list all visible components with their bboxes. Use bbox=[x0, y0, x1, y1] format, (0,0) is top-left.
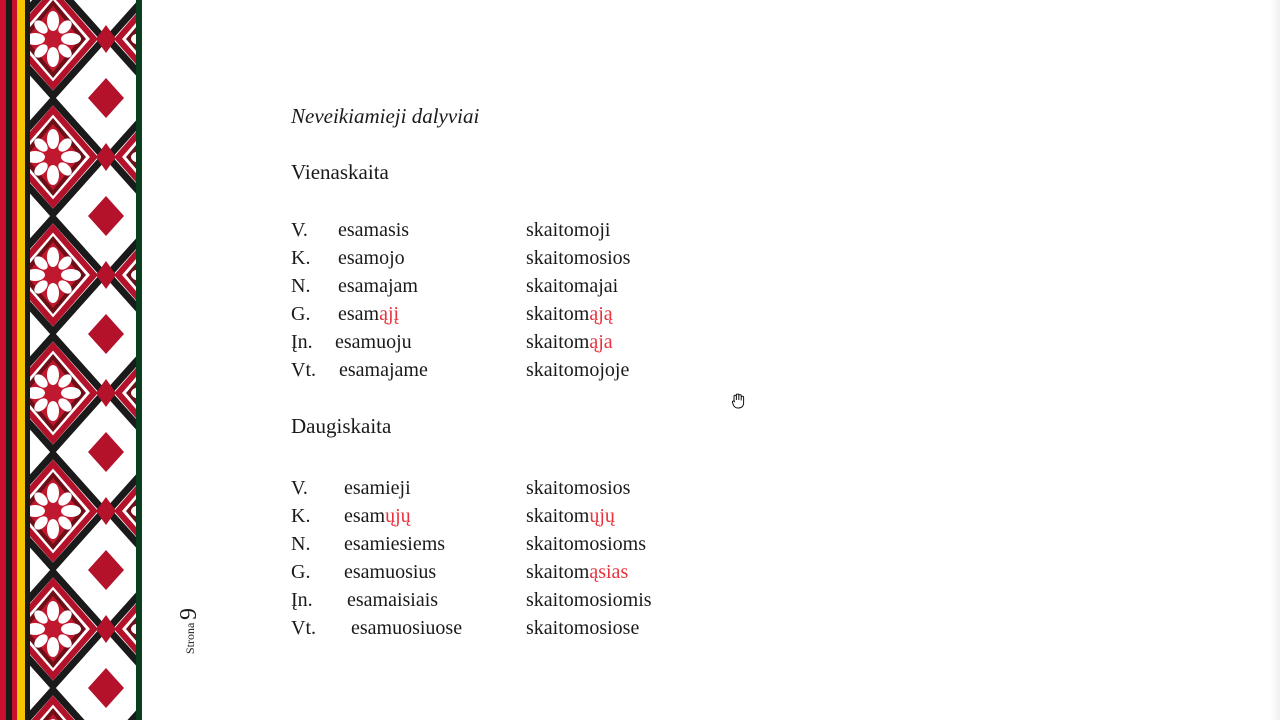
form-stem: skaitom bbox=[526, 505, 590, 527]
participle-form-2 bbox=[526, 216, 610, 244]
form-stem: skaitomosiose bbox=[526, 617, 640, 639]
participle-form-2 bbox=[526, 474, 630, 502]
form-ending-highlight: ųjų bbox=[385, 505, 411, 527]
case-label: K. bbox=[291, 247, 311, 269]
participle-form-2 bbox=[526, 272, 618, 300]
case-label: G. bbox=[291, 303, 311, 325]
table-row bbox=[291, 530, 711, 558]
form-stem: skaitomosioms bbox=[526, 533, 647, 555]
table-row bbox=[291, 328, 711, 356]
case-label: Įn. bbox=[291, 589, 313, 611]
form-stem: skaitomosios bbox=[526, 477, 631, 499]
participle-form-1 bbox=[338, 244, 405, 272]
case-label: G. bbox=[291, 561, 311, 583]
participle-form-1 bbox=[344, 502, 411, 530]
table-row bbox=[291, 502, 711, 530]
form-stem: esamieji bbox=[344, 477, 411, 499]
form-stem: skaitom bbox=[526, 561, 590, 583]
participle-form-2 bbox=[526, 328, 613, 356]
case-label: K. bbox=[291, 505, 311, 527]
table-row bbox=[291, 244, 711, 272]
table-row bbox=[291, 614, 711, 642]
participle-form-2 bbox=[526, 530, 646, 558]
participle-form-1 bbox=[338, 272, 418, 300]
form-stem: skaitomajai bbox=[526, 275, 619, 297]
form-stem: esamaisiais bbox=[347, 589, 439, 611]
case-label: V. bbox=[291, 477, 308, 499]
participle-form-1 bbox=[344, 530, 445, 558]
form-stem: esam bbox=[344, 505, 386, 527]
form-stem: esamiesiems bbox=[344, 533, 446, 555]
case-label: N. bbox=[291, 533, 311, 555]
form-stem: esam bbox=[338, 303, 380, 325]
form-stem: esamuosius bbox=[344, 561, 437, 583]
form-stem: skaitom bbox=[526, 331, 590, 353]
page-edge-shadow bbox=[1270, 0, 1280, 720]
participle-form-1 bbox=[339, 356, 428, 384]
form-stem: skaitomosiomis bbox=[526, 589, 652, 611]
table-row bbox=[291, 272, 711, 300]
form-stem: skaitom bbox=[526, 303, 590, 325]
case-label: V. bbox=[291, 219, 308, 241]
hand-grab-icon bbox=[730, 392, 748, 410]
plural-heading: Daugiskaita bbox=[291, 414, 392, 438]
participle-form-2 bbox=[526, 244, 630, 272]
form-stem: skaitomoji bbox=[526, 219, 611, 241]
form-stem: esamasis bbox=[338, 219, 410, 241]
table-row bbox=[291, 300, 711, 328]
form-ending-highlight: ąja bbox=[589, 331, 613, 353]
form-ending-highlight: ąją bbox=[589, 303, 613, 325]
table-row bbox=[291, 586, 711, 614]
form-stem: skaitomosios bbox=[526, 247, 631, 269]
case-label: Vt. bbox=[291, 617, 316, 639]
case-label: Įn. bbox=[291, 331, 313, 353]
form-stem: esamojo bbox=[338, 247, 405, 269]
participle-form-2 bbox=[526, 300, 613, 328]
document-title: Neveikiamieji dalyviai bbox=[291, 104, 480, 128]
participle-form-1 bbox=[344, 474, 411, 502]
participle-form-1 bbox=[344, 558, 436, 586]
participle-form-2 bbox=[526, 558, 628, 586]
participle-form-1 bbox=[338, 216, 409, 244]
participle-form-1 bbox=[338, 300, 399, 328]
form-stem: esamajame bbox=[339, 359, 428, 381]
case-label: Vt. bbox=[291, 359, 316, 381]
table-row bbox=[291, 474, 711, 502]
table-row bbox=[291, 356, 711, 384]
participle-form-1 bbox=[335, 328, 412, 356]
form-stem: esamajam bbox=[338, 275, 418, 297]
form-stem: esamuosiuose bbox=[351, 617, 463, 639]
participle-form-2 bbox=[526, 356, 629, 384]
case-label: N. bbox=[291, 275, 311, 297]
form-ending-highlight: ųjų bbox=[589, 505, 615, 527]
page-label: Strona bbox=[183, 622, 197, 654]
folk-pattern-border bbox=[0, 0, 142, 720]
page-number-value: 9 bbox=[176, 608, 202, 620]
participle-form-1 bbox=[351, 614, 462, 642]
table-row bbox=[291, 216, 711, 244]
table-row bbox=[291, 558, 711, 586]
participle-form-1 bbox=[347, 586, 438, 614]
form-ending-highlight: ąsias bbox=[589, 561, 629, 583]
participle-form-2 bbox=[526, 614, 639, 642]
form-ending-highlight: ąjį bbox=[379, 303, 400, 325]
form-stem: esamuoju bbox=[335, 331, 412, 353]
form-stem: skaitomojoje bbox=[526, 359, 630, 381]
page-number bbox=[176, 596, 202, 656]
singular-heading: Vienaskaita bbox=[291, 160, 389, 184]
participle-form-2 bbox=[526, 586, 652, 614]
participle-form-2 bbox=[526, 502, 615, 530]
